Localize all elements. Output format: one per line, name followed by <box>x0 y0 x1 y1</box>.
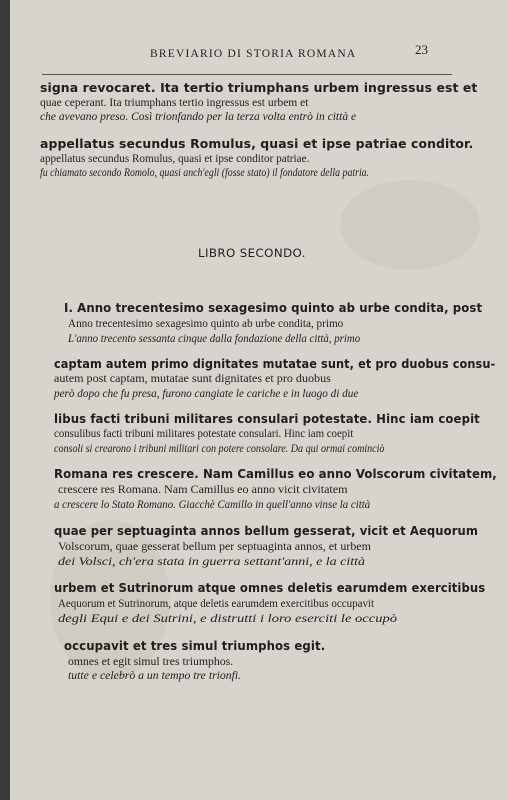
word-order-line: Aequorum et Sutrinorum, atque deletis earumdem exercitibus occupavit <box>58 598 375 610</box>
word-order-line: consulibus facti tribuni militares potestate consulari. Hinc iam coepit <box>54 428 354 440</box>
word-order-line: crescere res Romana. Nam Camillus eo anno vicit civitatem <box>58 484 348 496</box>
latin-line: Romana res crescere. Nam Camillus eo anno Volscorum civitatem, <box>54 466 497 481</box>
italian-translation-line: L'anno trecento sessanta cinque dalla fondazione della città, primo <box>68 333 361 345</box>
italian-translation-line: consoli si crearono i tribuni militari con potere consolare. Da qui ormai cominciò <box>54 443 385 455</box>
latin-line: occupavit et tres simul triumphos egit. <box>64 638 326 653</box>
book-page <box>10 0 507 800</box>
italian-translation-line: che avevano preso. Così trionfando per la terza volta entrò in città e <box>40 111 357 123</box>
book-gutter <box>0 0 10 800</box>
word-order-line: quae ceperant. Ita triumphans tertio ingressus est urbem et <box>40 97 309 109</box>
italian-translation-line: però dopo che fu presa, furono cangiate le cariche e in luogo di due <box>54 388 359 400</box>
latin-line: signa revocaret. Ita tertio triumphans urbem ingressus est et <box>40 80 478 95</box>
page-number: 23 <box>415 42 428 57</box>
paper-stain <box>340 180 480 270</box>
latin-line: urbem et Sutrinorum atque omnes deletis earumdem exercitibus <box>54 580 486 595</box>
latin-line: appellatus secundus Romulus, quasi et ipse patriae conditor. <box>40 136 474 151</box>
book-title: LIBRO SECONDO. <box>198 246 306 260</box>
italian-translation-line: tutte e celebrò a un tempo tre trionfi. <box>68 670 242 682</box>
latin-line: libus facti tribuni militares consulari potestate. Hinc iam coepit <box>54 411 480 426</box>
italian-translation-line: degli Equi e dei Sutrini, e distrutti i loro eserciti le occupò <box>58 613 398 625</box>
word-order-line: omnes et egit simul tres triumphos. <box>68 656 234 668</box>
latin-line: quae per septuaginta annos bellum gesserat, vicit et Aequorum <box>54 523 479 538</box>
latin-line: captam autem primo dignitates mutatae sunt, et pro duobus consu- <box>54 356 496 371</box>
word-order-line: autem post captam, mutatae sunt dignitates et pro duobus <box>54 373 331 385</box>
page-header <box>10 38 507 68</box>
italian-translation-line: fu chiamato secondo Romolo, quasi anch'egli (fosse stato) il fondatore della patria. <box>40 167 370 179</box>
italian-translation-line: a crescere lo Stato Romano. Giacchè Camillo in quell'anno vinse la città <box>54 499 371 511</box>
latin-line: I. Anno trecentesimo sexagesimo quinto ab urbe condita, post <box>64 300 483 315</box>
header-rule <box>42 74 452 75</box>
word-order-line: Volscorum, quae gesserat bellum per septuaginta annos, et urbem <box>58 541 371 553</box>
word-order-line: Anno trecentesimo sexagesimo quinto ab urbe condita, primo <box>68 318 344 330</box>
running-title: BREVIARIO DI STORIA ROMANA <box>150 48 357 60</box>
italian-translation-line: dei Volsci, ch'era stata in guerra settant'anni, e la città <box>58 556 366 568</box>
word-order-line: appellatus secundus Romulus, quasi et ipse conditor patriae. <box>40 153 310 165</box>
